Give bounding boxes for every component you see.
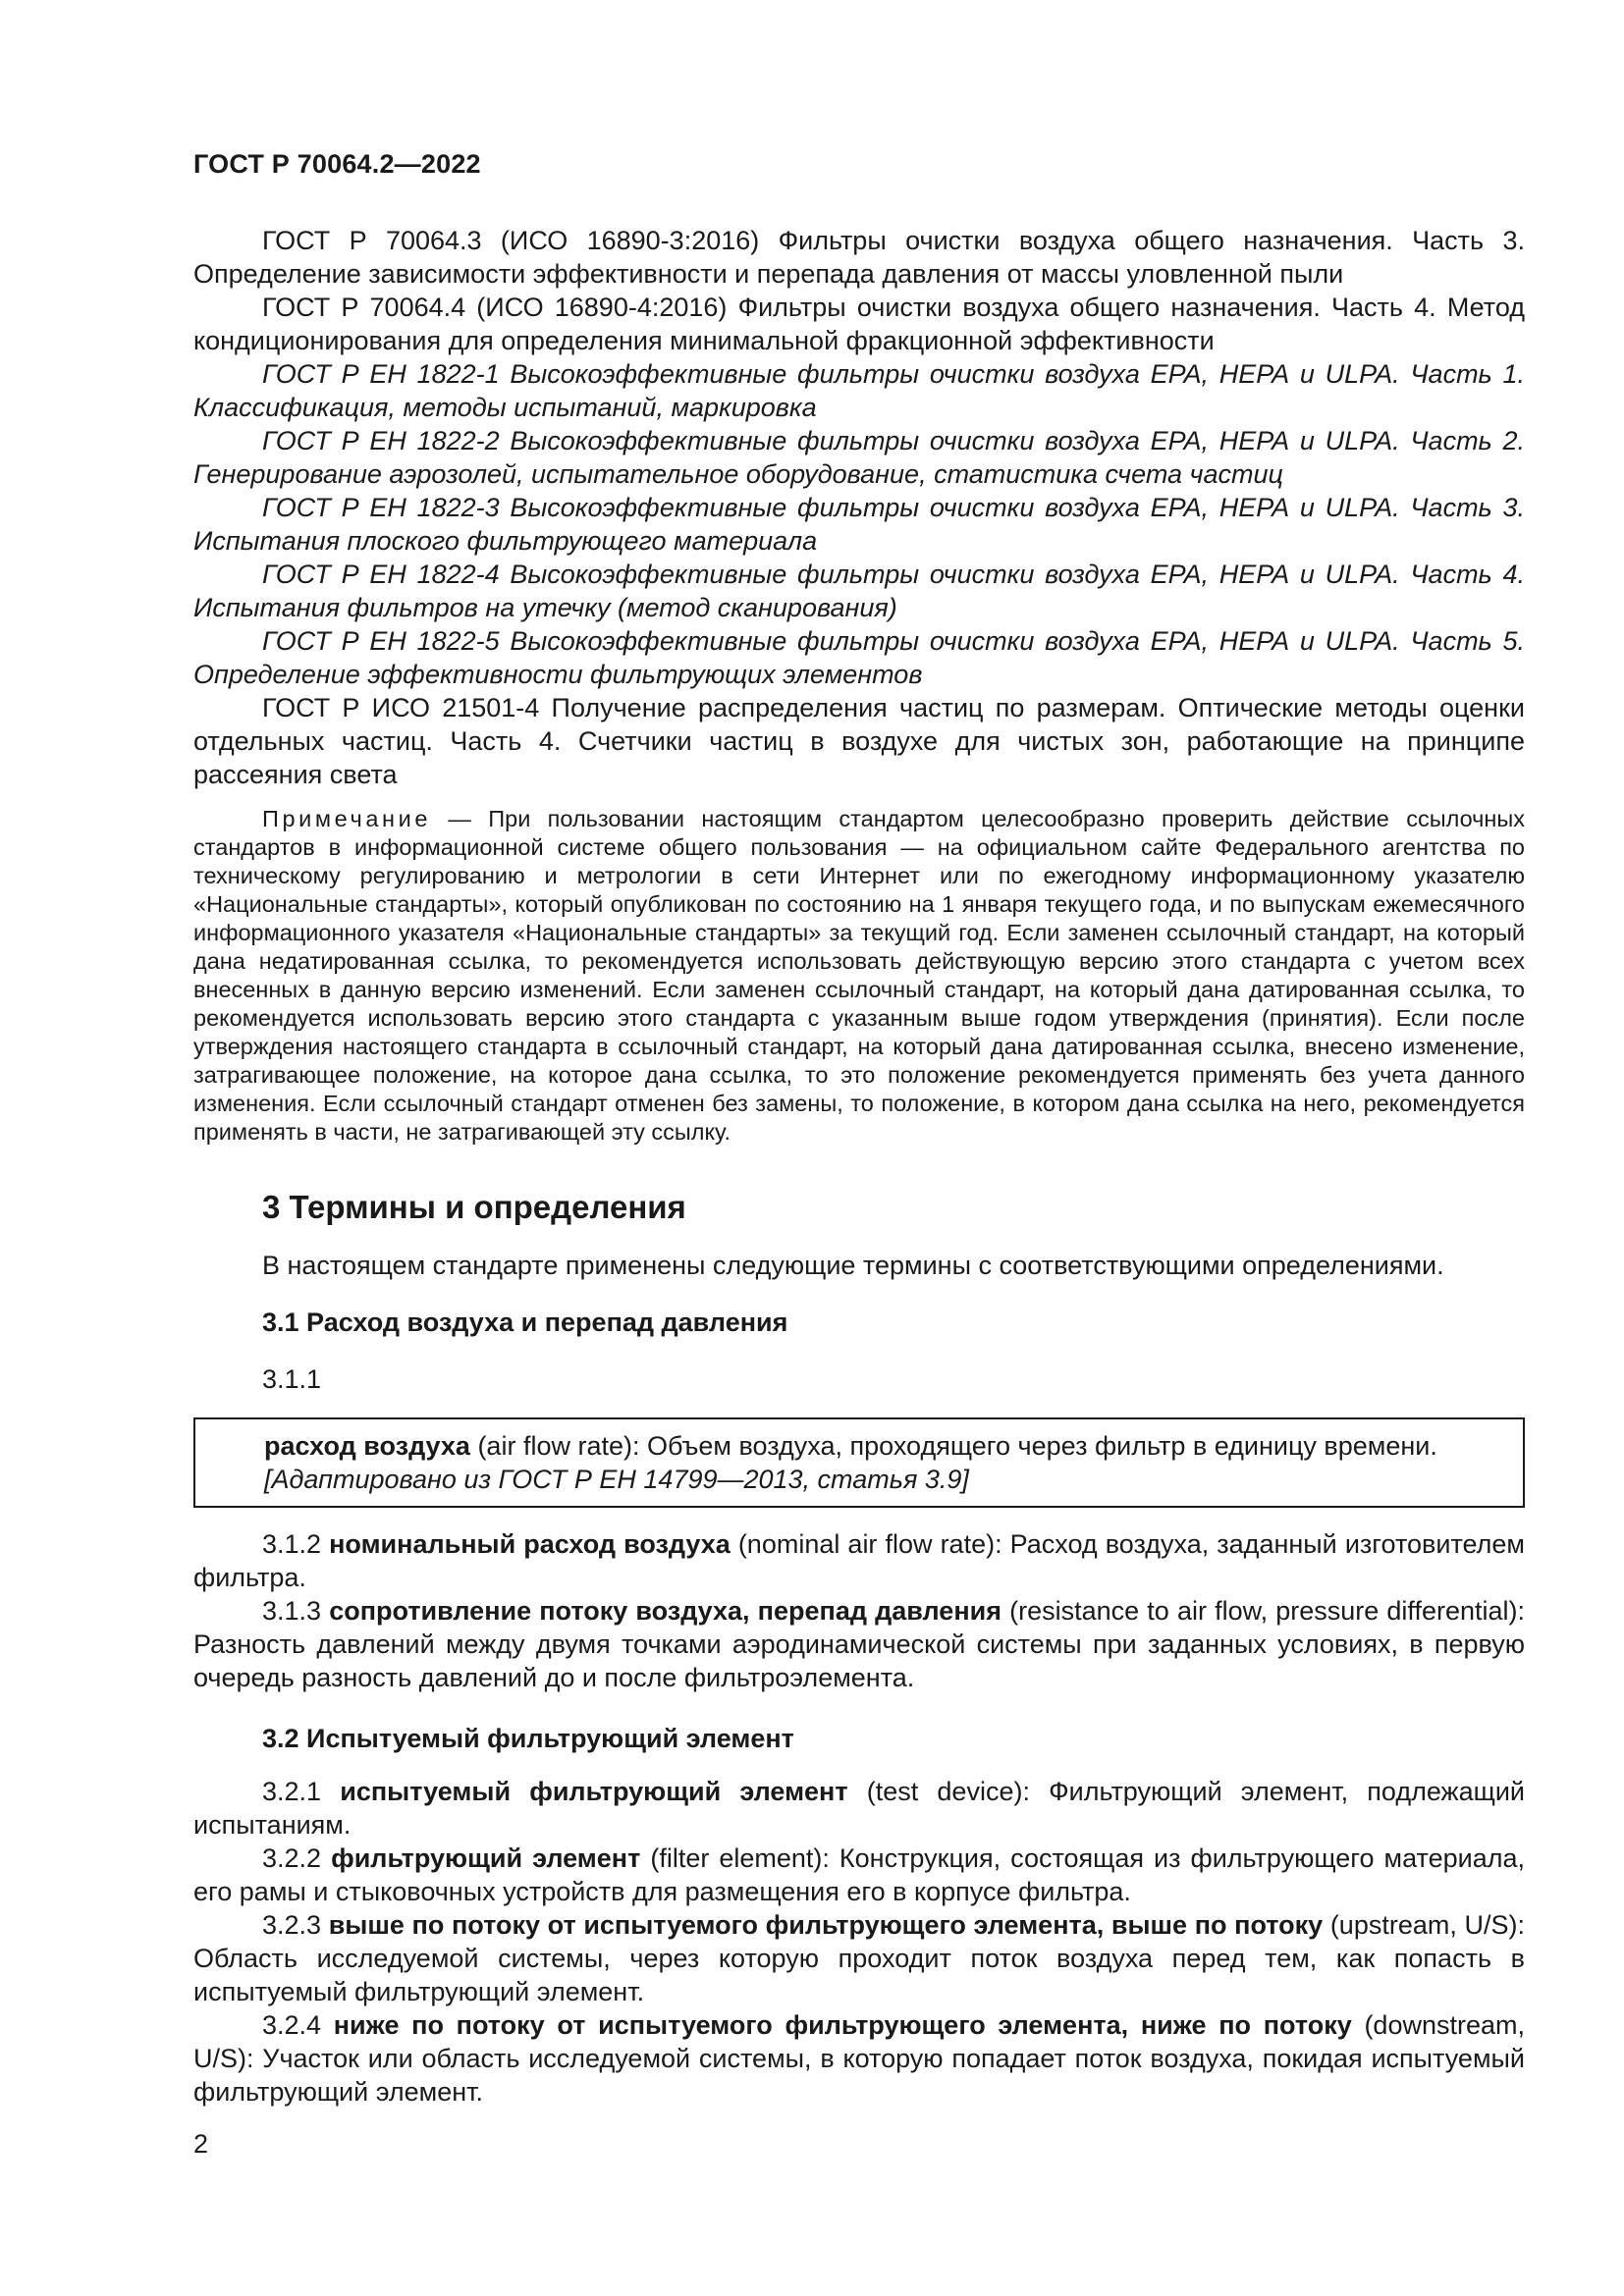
term-3-2-3-name: выше по потоку от испытуемого фильтрующего элемента, выше по потоку xyxy=(328,1910,1324,1940)
reference-en-1822-1: ГОСТ Р ЕН 1822-1 Высокоэффективные фильтры очистки воздуха ЕРА, НЕРА и ULPA. Часть 1. Классификация, методы испытаний, маркировка xyxy=(193,359,1525,422)
term-3-1-3-text: (resistance to air flow, pressure differential): Разность давлений между двумя точками аэродинамической системы при заданных условиях, в первую очередь разность давлений до и после фильтроэлемента. xyxy=(193,1596,1525,1692)
term-3-1-2 xyxy=(193,1527,1525,1594)
reference-en-1822-2: ГОСТ Р ЕН 1822-2 Высокоэффективные фильтры очистки воздуха ЕРА, НЕРА и ULPA. Часть 2. Генерирование аэрозолей, испытательное оборудование, статистика счета частиц xyxy=(193,426,1525,489)
page-number: 2 xyxy=(193,2129,209,2159)
reference-en-1822-5: ГОСТ Р ЕН 1822-5 Высокоэффективные фильтры очистки воздуха ЕРА, НЕРА и ULPA. Часть 5. Определение эффективности фильтрующих элементов xyxy=(193,626,1525,689)
note-label: Примечание xyxy=(262,806,432,831)
document-header: ГОСТ Р 70064.2—2022 xyxy=(193,149,481,179)
note-text: — При пользовании настоящим стандартом целесообразно проверить действие ссылочных стандартов в информационной системе общего пользования — на официальном сайте Федерального агентства по техническому регулированию и метрологии в сети Интернет или по ежегодному информационному указателю «Национальные стандарты», который опубликован по состоянию на 1 января текущего года, и по выпускам ежемесячного информационного указателя «Национальные стандарты» за текущий год. Если заменен ссылочный стандарт, на который дана недатированная ссылка, то рекомендуется использовать действующую версию этого стандарта с учетом всех внесенных в данную версию изменений. Если заменен ссылочный стандарт, на который дана датированная ссылка, то рекомендуется использовать версию этого стандарта с указанным выше годом утверждения (принятия). Если после утверждения настоящего стандарта в ссылочный стандарт, на который дана датированная ссылка, внесено изменение, затрагивающее положение, на которое дана ссылка, то это положение рекомендуется применять без учета данного изменения. Если ссылочный стандарт отменен без замены, то положение, в котором дана ссылка на него, рекомендуется применять в части, не затрагивающей эту ссылку. xyxy=(193,806,1525,1145)
term-3-2-3-text: (upstream, U/S): Область исследуемой системы, через которую проходит поток воздуха перед тем, как попасть в испытуемый фильтрующий элемент. xyxy=(193,1910,1526,2006)
subsection-title-3-1: 3.1 Расход воздуха и перепад давления xyxy=(262,1308,788,1337)
reference-iso-21501-4: ГОСТ Р ИСО 21501-4 Получение распределения частиц по размерам. Оптические методы оценки отдельных частиц. Часть 4. Счетчики частиц в воздухе для чистых зон, работающие на принципе рассеяния света xyxy=(193,693,1525,789)
term-3-1-3-name: сопротивление потоку воздуха, перепад давления xyxy=(329,1596,1001,1626)
term-number-3-1-1: 3.1.1 xyxy=(262,1364,322,1394)
term-3-2-4-name: ниже по потоку от испытуемого фильтрующего элемента, ниже по потоку xyxy=(333,2010,1352,2040)
section-title: 3 Термины и определения xyxy=(262,1189,686,1225)
term-3-1-3 xyxy=(193,1594,1525,1694)
term-3-2-2-number: 3.2.2 xyxy=(262,1843,332,1873)
term-3-2-4-text: (downstream, U/S): Участок или область исследуемой системы, в которую попадает поток воздуха, покидая испытуемый фильтрующий элемент. xyxy=(193,2010,1526,2107)
reference-en-1822-3: ГОСТ Р ЕН 1822-3 Высокоэффективные фильтры очистки воздуха ЕРА, НЕРА и ULPA. Часть 3. Испытания плоского фильтрующего материала xyxy=(193,493,1525,556)
term-3-2-4 xyxy=(193,2008,1525,2109)
page-content xyxy=(193,224,1525,2109)
note-paragraph xyxy=(193,805,1525,1147)
term-3-1-2-name: номинальный расход воздуха xyxy=(329,1529,731,1559)
term-definition-box xyxy=(193,1417,1525,1508)
term-3-1-1-definition xyxy=(264,1429,1503,1463)
term-3-2-2-text: (filter element): Конструкция, состоящая из фильтрующего материала, его рамы и стыковочных устройств для размещения его в корпусе фильтра. xyxy=(193,1843,1526,1906)
reference-gost-70064-4: ГОСТ Р 70064.4 (ИСО 16890-4:2016) Фильтры очистки воздуха общего назначения. Часть 4. Метод кондиционирования для определения минимальной фракционной эффективности xyxy=(193,293,1525,355)
term-3-2-1-name: испытуемый фильтрующий элемент xyxy=(340,1777,848,1806)
term-3-1-1-text: (air flow rate): Объем воздуха, проходящего через фильтр в единицу времени. xyxy=(469,1431,1437,1461)
reference-en-1822-4: ГОСТ Р ЕН 1822-4 Высокоэффективные фильтры очистки воздуха ЕРА, НЕРА и ULPA. Часть 4. Испытания фильтров на утечку (метод сканирования) xyxy=(193,560,1525,622)
term-3-2-1-number: 3.2.1 xyxy=(262,1777,341,1806)
term-3-2-1-text: (test device): Фильтрующий элемент, подлежащий испытаниям. xyxy=(193,1777,1525,1840)
term-3-2-3 xyxy=(193,1908,1525,2008)
section-intro: В настоящем стандарте применены следующие термины с соответствующими определениями. xyxy=(262,1251,1444,1280)
term-3-1-2-number: 3.1.2 xyxy=(262,1529,330,1559)
term-3-2-4-number: 3.2.4 xyxy=(262,2010,334,2040)
term-3-1-2-text: (nominal air flow rate): Расход воздуха, заданный изготовителем фильтра. xyxy=(193,1529,1525,1592)
term-3-1-1-source: [Адаптировано из ГОСТ Р ЕН 14799—2013, статья 3.9] xyxy=(264,1465,969,1494)
term-3-1-1-name: расход воздуха xyxy=(264,1431,470,1461)
term-3-2-2 xyxy=(193,1842,1525,1908)
term-3-2-2-name: фильтрующий элемент xyxy=(331,1843,641,1873)
term-3-2-3-number: 3.2.3 xyxy=(262,1910,329,1940)
term-3-2-1 xyxy=(193,1775,1525,1842)
subsection-title-3-2: 3.2 Испытуемый фильтрующий элемент xyxy=(262,1724,794,1753)
term-3-1-3-number: 3.1.3 xyxy=(262,1596,330,1626)
reference-gost-70064-3: ГОСТ Р 70064.3 (ИСО 16890-3:2016) Фильтры очистки воздуха общего назначения. Часть 3. Определение зависимости эффективности и перепада давления от массы уловленной пыли xyxy=(193,226,1525,289)
